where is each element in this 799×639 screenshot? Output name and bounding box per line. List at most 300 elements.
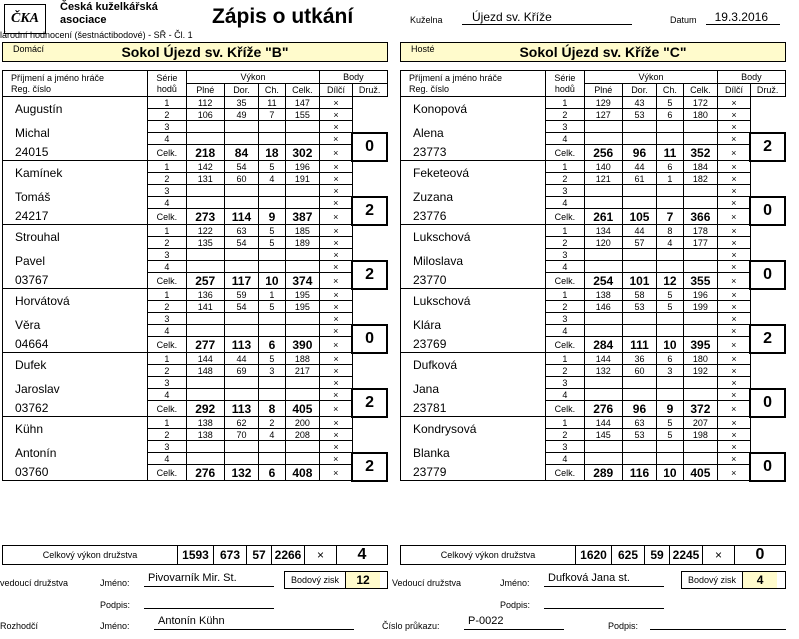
mark-cell: × [320,145,353,161]
series-value [584,121,622,133]
mark-cell: × [320,249,353,261]
series-value [285,133,320,145]
series-value [622,441,657,453]
lane-value: Újezd sv. Kříže [462,10,632,25]
series-value [259,133,285,145]
mark-cell: × [718,209,751,225]
series-number: 2 [147,173,186,185]
away-bodovy-zisk [681,571,786,589]
mark-cell: × [718,289,751,301]
series-value: 6 [657,353,683,365]
series-number: 2 [545,365,584,377]
series-row [401,249,786,261]
series-value: 134 [584,225,622,237]
series-value: 188 [285,353,320,365]
player-total-row [401,209,786,225]
mark-cell: × [320,441,353,453]
away-sum-celk: 2245 [670,546,703,564]
mark-cell: × [320,121,353,133]
home-sign-field[interactable] [144,594,274,609]
mark-cell: × [320,301,353,313]
player-firstname: Věra [3,313,148,337]
series-value [622,197,657,209]
home-bz-label: Bodový zisk [285,572,346,588]
page-title: Zápis o utkání [212,5,354,28]
series-value: 145 [584,429,622,441]
away-leader-name: Dufková Jana st. [544,572,664,587]
series-value: 196 [285,161,320,173]
series-value [657,197,683,209]
total-value: 302 [285,145,320,161]
series-value: 120 [584,237,622,249]
mark-cell: × [320,273,353,289]
series-value: 138 [584,289,622,301]
total-value: 10 [657,465,683,481]
series-value [683,377,718,389]
player-points: 0 [352,133,387,161]
away-sum-plne: 1620 [576,546,612,564]
series-value: 5 [259,225,285,237]
home-sum-mark: × [305,546,337,564]
series-value: 121 [584,173,622,185]
series-value: 112 [186,97,224,109]
series-value [683,197,718,209]
col-series: Série [554,72,576,83]
series-value: 208 [285,429,320,441]
series-row [3,225,388,237]
series-value: 195 [285,301,320,313]
points-spacer [352,353,387,389]
series-value [657,441,683,453]
player-reg: 23770 [401,273,546,289]
series-number: 1 [147,225,186,237]
mark-cell: × [718,161,751,173]
player-reg: 03760 [3,465,148,481]
series-value [259,121,285,133]
col-reg: Reg. číslo [11,83,52,94]
series-value [224,313,259,325]
series-value [224,121,259,133]
series-value [285,261,320,273]
col-dilci: Dílčí [320,84,353,97]
series-value: 184 [683,161,718,173]
series-value [683,441,718,453]
player-total-row [3,145,388,161]
series-value [259,325,285,337]
home-table [2,70,388,482]
series-value [622,325,657,337]
col-dilci: Dílčí [718,84,751,97]
col-series: Série [156,72,178,83]
series-value [657,133,683,145]
series-number: 1 [545,225,584,237]
series-row [401,289,786,301]
series-value: 59 [224,289,259,301]
series-value [657,377,683,389]
player-surname: Kamínek [3,161,148,185]
series-value [224,441,259,453]
series-value [224,453,259,465]
series-value: 60 [224,173,259,185]
series-value [622,121,657,133]
total-label: Celk. [545,209,584,225]
series-value: 144 [584,417,622,429]
mark-cell: × [718,121,751,133]
series-value: 5 [259,237,285,249]
mark-cell: × [718,401,751,417]
series-row [401,121,786,133]
series-number: 1 [147,289,186,301]
series-value [259,441,285,453]
home-sum-points: 4 [357,546,367,563]
total-value: 405 [285,401,320,417]
series-value [259,313,285,325]
points-spacer [750,97,785,133]
col-name: Příjmení a jméno hráče [11,72,105,83]
series-value [622,249,657,261]
series-value: 191 [285,173,320,185]
series-number: 4 [545,389,584,401]
mark-cell: × [718,377,751,389]
series-value: 180 [683,109,718,121]
lane-label: Kuželna [410,15,443,25]
player-firstname: Tomáš [3,185,148,209]
mark-cell: × [718,353,751,365]
series-value [683,185,718,197]
points-spacer [352,417,387,453]
series-row [3,289,388,301]
home-sum-ch: 57 [247,546,272,564]
series-value [224,261,259,273]
mark-cell: × [718,237,751,249]
series-value: 4 [259,173,285,185]
series-row [401,225,786,237]
series-value: 4 [657,237,683,249]
mark-cell: × [718,97,751,109]
col-celk: Celk. [285,84,320,97]
series-number: 3 [545,441,584,453]
mark-cell: × [320,209,353,225]
card-label: Číslo průkazu: [382,621,440,631]
player-points: 0 [750,197,785,225]
total-value: 105 [622,209,657,225]
col-name: Příjmení a jméno hráče [409,72,503,83]
col-vykon: Výkon [186,71,319,84]
series-value: 207 [683,417,718,429]
mark-cell: × [718,225,751,237]
series-value: 60 [622,365,657,377]
series-value [259,249,285,261]
col-reg: Reg. číslo [409,83,450,94]
series-value: 142 [186,161,224,173]
total-value: 7 [657,209,683,225]
total-value: 254 [584,273,622,289]
series-value: 178 [683,225,718,237]
series-number: 1 [147,417,186,429]
mark-cell: × [320,465,353,481]
home-bodovy-zisk [284,571,388,589]
total-value: 352 [683,145,718,161]
series-number: 2 [147,301,186,313]
mark-cell: × [718,417,751,429]
player-points: 2 [352,389,387,417]
series-value [224,197,259,209]
mark-cell: × [320,337,353,353]
total-value: 9 [657,401,683,417]
away-leader-name-label: Jméno: [500,578,530,588]
series-value [285,325,320,337]
player-firstname: Jana [401,377,546,401]
series-value: 6 [657,109,683,121]
player-reg: 23773 [401,145,546,161]
date-label: Datum [670,15,697,25]
col-ch: Ch. [259,84,285,97]
series-value: 5 [657,417,683,429]
series-row [401,313,786,325]
total-value: 261 [584,209,622,225]
series-number: 4 [147,325,186,337]
series-value [622,313,657,325]
series-value [285,185,320,197]
total-label: Celk. [147,209,186,225]
series-value [683,325,718,337]
player-surname: Dufková [401,353,546,377]
series-value: 198 [683,429,718,441]
series-number: 4 [545,453,584,465]
series-row [401,353,786,365]
total-value: 276 [186,465,224,481]
series-value: 62 [224,417,259,429]
series-value: 5 [657,301,683,313]
mark-cell: × [718,325,751,337]
series-number: 2 [147,237,186,249]
series-value [224,325,259,337]
referee-sign-field[interactable] [650,615,786,630]
series-number: 4 [147,389,186,401]
away-sign-label: Podpis: [500,600,531,610]
series-row [401,185,786,197]
player-surname: Feketeová [401,161,546,185]
total-value: 387 [285,209,320,225]
series-value: 70 [224,429,259,441]
mark-cell: × [320,377,353,389]
series-number: 3 [147,377,186,389]
total-value: 276 [584,401,622,417]
player-reg: 03762 [3,401,148,417]
series-number: 4 [147,261,186,273]
series-value [584,261,622,273]
total-label: Celk. [545,401,584,417]
player-reg: 23769 [401,337,546,353]
total-value: 111 [622,337,657,353]
player-firstname: Alena [401,121,546,145]
points-spacer [750,289,785,325]
competition-label: lárodní hodnocení (šestnáctibodové) - SŘ - Čl. 1 [0,30,193,40]
player-surname: Augustín [3,97,148,121]
series-value [622,453,657,465]
series-value: 6 [657,161,683,173]
series-number: 2 [545,301,584,313]
home-sum-dor: 673 [214,546,247,564]
player-points: 2 [750,133,785,161]
series-value: 11 [259,97,285,109]
series-value [259,453,285,465]
series-value: 63 [224,225,259,237]
player-reg: 23779 [401,465,546,481]
series-value: 148 [186,365,224,377]
series-value [186,261,224,273]
series-value: 3 [657,365,683,377]
player-surname: Dufek [3,353,148,377]
series-value: 1 [259,289,285,301]
series-value [657,121,683,133]
series-value: 7 [259,109,285,121]
player-reg: 24217 [3,209,148,225]
player-total-row [401,337,786,353]
mark-cell: × [718,441,751,453]
points-spacer [352,289,387,325]
home-sum-label: Celkový výkon družstva [3,546,178,564]
total-value: 405 [683,465,718,481]
series-value [657,389,683,401]
series-value: 58 [622,289,657,301]
mark-cell: × [718,273,751,289]
series-value: 106 [186,109,224,121]
total-value: 390 [285,337,320,353]
player-points: 0 [750,453,785,481]
mark-cell: × [320,417,353,429]
col-druz: Druž. [750,84,785,97]
series-value: 53 [622,429,657,441]
series-value [285,197,320,209]
total-value: 11 [657,145,683,161]
player-points: 2 [750,325,785,353]
away-sum-points: 0 [755,546,765,563]
series-value [584,313,622,325]
total-value: 114 [224,209,259,225]
series-number: 1 [545,161,584,173]
player-total-row [3,465,388,481]
mark-cell: × [320,401,353,417]
card-number: P-0022 [464,615,564,630]
home-sign-label: Podpis: [100,600,131,610]
total-label: Celk. [147,337,186,353]
away-bz-value: 4 [743,572,777,588]
away-sign-field[interactable] [544,594,664,609]
series-row [3,313,388,325]
series-number: 3 [545,121,584,133]
away-sum-ch: 59 [645,546,670,564]
series-number: 1 [545,417,584,429]
away-team-name: Sokol Újezd sv. Kříže "C" [519,44,687,60]
total-value: 116 [622,465,657,481]
series-value [584,325,622,337]
player-surname: Horvátová [3,289,148,313]
series-value: 44 [224,353,259,365]
series-value: 54 [224,301,259,313]
series-row [3,185,388,197]
away-sum-mark: × [703,546,735,564]
series-value [584,453,622,465]
series-value [622,261,657,273]
series-number: 3 [545,185,584,197]
player-firstname: Pavel [3,249,148,273]
series-value: 5 [259,301,285,313]
series-value [259,377,285,389]
series-number: 3 [147,121,186,133]
series-value: 146 [584,301,622,313]
away-bz-label: Bodový zisk [682,572,743,588]
player-total-row [3,337,388,353]
total-value: 408 [285,465,320,481]
mark-cell: × [718,109,751,121]
player-surname: Lukschová [401,289,546,313]
total-value: 101 [622,273,657,289]
series-value: 129 [584,97,622,109]
home-team-header [2,42,388,62]
series-value: 192 [683,365,718,377]
series-value: 140 [584,161,622,173]
series-value: 122 [186,225,224,237]
player-points: 0 [352,325,387,353]
series-value [657,185,683,197]
player-firstname: Michal [3,121,148,145]
series-value [285,313,320,325]
points-spacer [352,97,387,133]
series-value: 53 [622,301,657,313]
mark-cell: × [718,145,751,161]
player-reg: 24015 [3,145,148,161]
series-value [683,453,718,465]
player-surname: Kondrysová [401,417,546,441]
total-value: 395 [683,337,718,353]
series-value: 144 [186,353,224,365]
points-spacer [750,353,785,389]
player-points: 2 [352,453,387,481]
series-value [259,389,285,401]
mark-cell: × [718,173,751,185]
series-value: 135 [186,237,224,249]
series-value [285,453,320,465]
series-value [683,261,718,273]
series-value [285,389,320,401]
col-plne: Plné [584,84,622,97]
series-value [657,325,683,337]
series-value [259,261,285,273]
mark-cell: × [718,337,751,353]
points-spacer [750,225,785,261]
total-label: Celk. [545,145,584,161]
home-sum-plne: 1593 [178,546,214,564]
col-body: Body [320,71,387,84]
total-value: 113 [224,401,259,417]
away-sum-label: Celkový výkon družstva [401,546,576,564]
total-value: 277 [186,337,224,353]
player-points: 0 [750,389,785,417]
away-leader-label: Vedoucí družstva [392,578,462,588]
player-surname: Lukschová [401,225,546,249]
series-value [584,197,622,209]
total-value: 84 [224,145,259,161]
series-value [186,389,224,401]
series-value [683,313,718,325]
total-value: 372 [683,401,718,417]
total-value: 256 [584,145,622,161]
series-value: 131 [186,173,224,185]
player-total-row [401,401,786,417]
mark-cell: × [320,237,353,249]
series-row [3,97,388,109]
